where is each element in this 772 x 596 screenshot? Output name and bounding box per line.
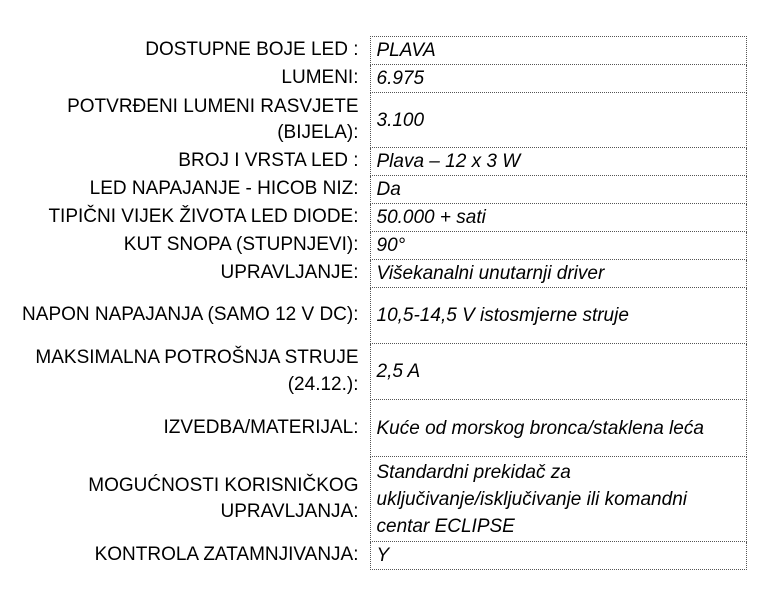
spec-label: LUMENI: bbox=[281, 67, 359, 89]
spec-value: Standardni prekidač za uključivanje/isključivanje ili komandni centar ECLIPSE bbox=[370, 457, 746, 542]
spec-table bbox=[6, 36, 747, 570]
spec-row bbox=[6, 542, 746, 570]
spec-row bbox=[6, 204, 746, 232]
spec-value: Da bbox=[370, 176, 746, 204]
spec-value: PLAVA bbox=[370, 37, 746, 65]
spec-value: 2,5 A bbox=[370, 344, 746, 400]
spec-label: NAPON NAPAJANJA (SAMO 12 V DC): bbox=[22, 304, 359, 326]
spec-label: MAKSIMALNA POTROŠNJA STRUJE (24.12.): bbox=[35, 347, 359, 395]
spec-row bbox=[6, 148, 746, 176]
spec-row bbox=[6, 457, 746, 542]
spec-value: Y bbox=[370, 542, 746, 570]
spec-row bbox=[6, 232, 746, 260]
spec-label: KUT SNOPA (STUPNJEVI): bbox=[123, 234, 359, 256]
spec-label: LED NAPAJANJE - HICOB NIZ: bbox=[89, 178, 359, 200]
spec-label: POTVRĐENI LUMENI RASVJETE (BIJELA): bbox=[67, 95, 359, 143]
spec-label: UPRAVLJANJE: bbox=[220, 262, 359, 284]
spec-value: 50.000 + sati bbox=[370, 204, 746, 232]
spec-value: Kuće od morskog bronca/staklena leća bbox=[370, 400, 746, 457]
spec-row bbox=[6, 176, 746, 204]
spec-value: 6.975 bbox=[370, 65, 746, 93]
spec-label: DOSTUPNE BOJE LED : bbox=[145, 39, 359, 61]
spec-row bbox=[6, 65, 746, 93]
spec-row bbox=[6, 400, 746, 457]
spec-row bbox=[6, 260, 746, 288]
spec-row bbox=[6, 93, 746, 148]
spec-value: 10,5-14,5 V istosmjerne struje bbox=[370, 288, 746, 344]
spec-row bbox=[6, 288, 746, 344]
spec-label: MOGUĆNOSTI KORISNIČKOG UPRAVLJANJA: bbox=[88, 474, 359, 522]
spec-row bbox=[6, 344, 746, 400]
spec-label: TIPIČNI VIJEK ŽIVOTA LED DIODE: bbox=[48, 206, 359, 228]
spec-value: Višekanalni unutarnji driver bbox=[370, 260, 746, 288]
spec-value: Plava – 12 x 3 W bbox=[370, 148, 746, 176]
spec-label: KONTROLA ZATAMNJIVANJA: bbox=[94, 544, 359, 566]
spec-label: IZVEDBA/MATERIJAL: bbox=[163, 416, 359, 438]
spec-value: 90° bbox=[370, 232, 746, 260]
spec-row bbox=[6, 37, 746, 65]
spec-label: BROJ I VRSTA LED : bbox=[178, 150, 359, 172]
spec-value: 3.100 bbox=[370, 93, 746, 148]
